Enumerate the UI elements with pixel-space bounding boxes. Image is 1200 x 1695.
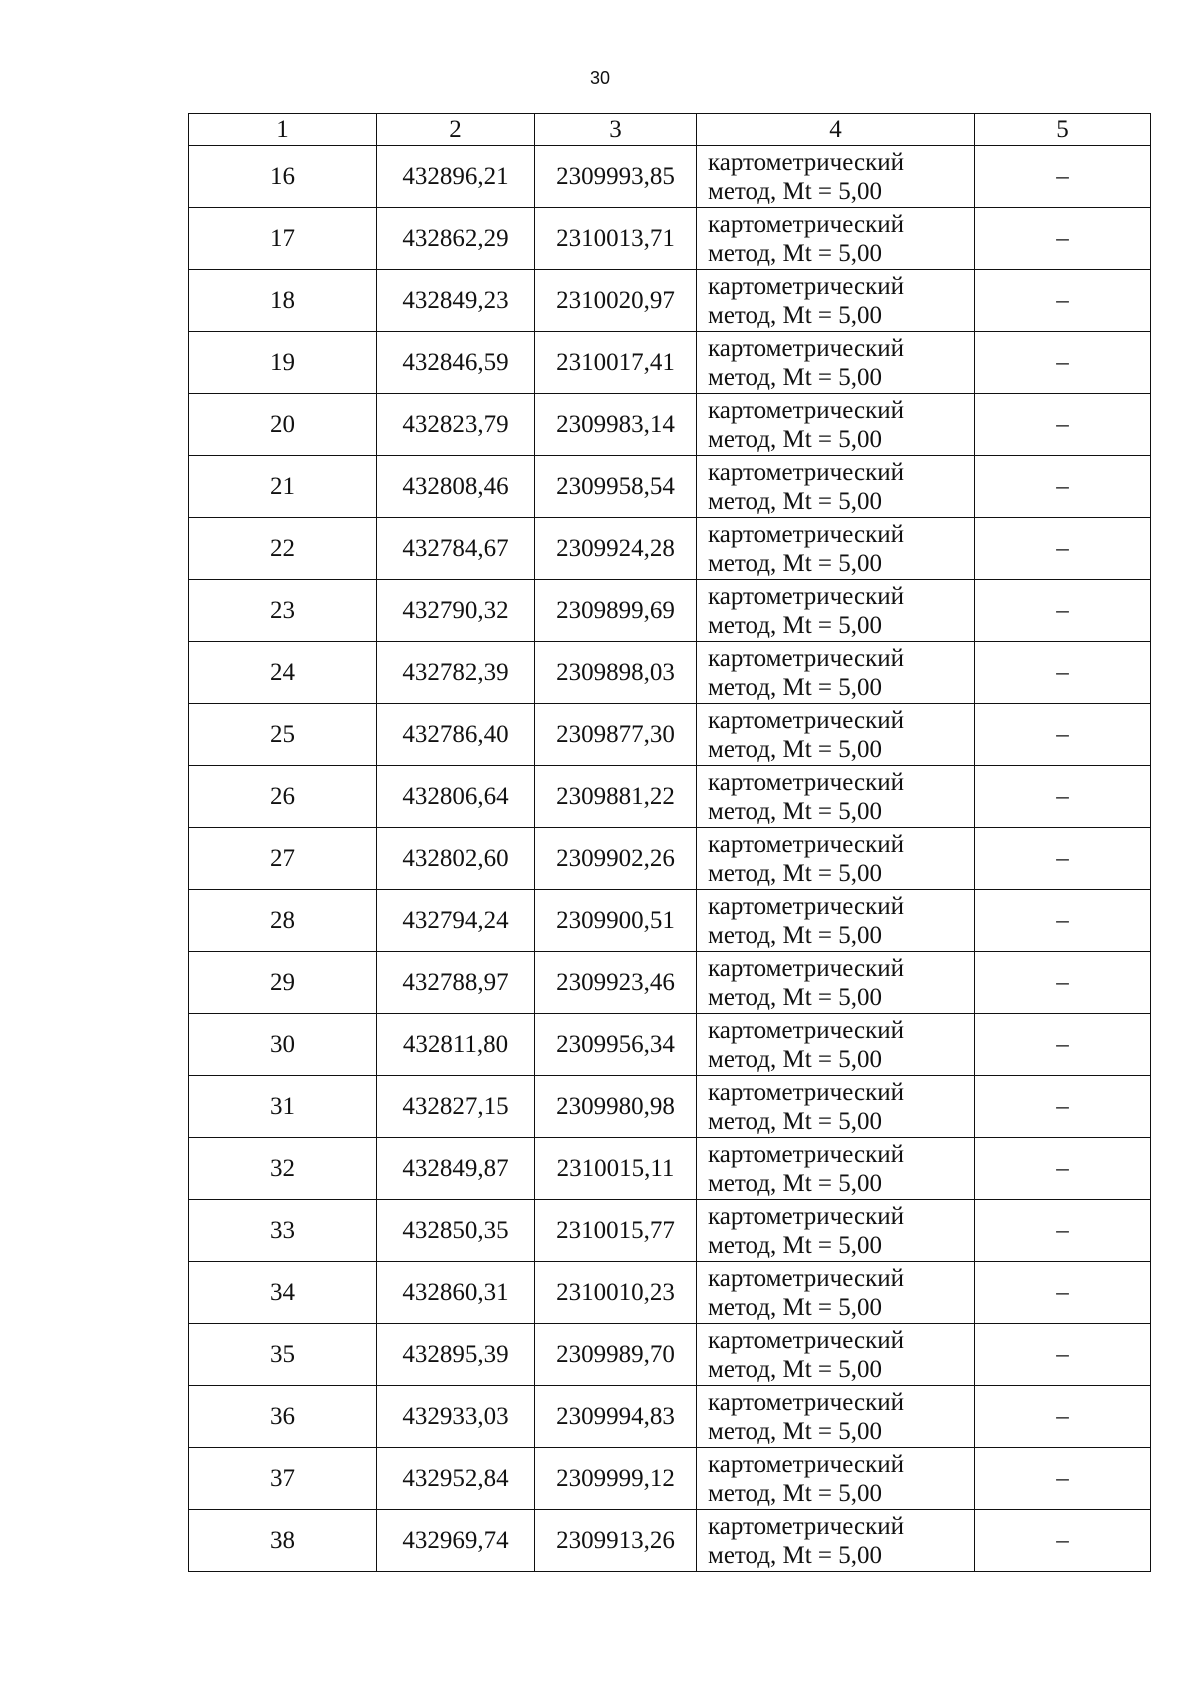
method-line-1: картометрический	[708, 830, 904, 858]
y-coordinate-cell: 2309980,98	[535, 1076, 697, 1138]
point-number-cell: 24	[189, 642, 377, 704]
method-cell	[697, 270, 975, 332]
method-line-1: картометрический	[708, 458, 904, 486]
table-row	[189, 1324, 1151, 1386]
point-number-cell: 27	[189, 828, 377, 890]
note-cell: –	[975, 518, 1151, 580]
note-cell: –	[975, 1262, 1151, 1324]
method-line-2: метод, Mt = 5,00	[708, 1479, 883, 1507]
x-coordinate-cell: 432811,80	[377, 1014, 535, 1076]
method-line-2: метод, Mt = 5,00	[708, 983, 883, 1011]
method-cell	[697, 146, 975, 208]
method-cell	[697, 518, 975, 580]
x-coordinate-cell: 432806,64	[377, 766, 535, 828]
page-number: 30	[589, 68, 611, 88]
table-row	[189, 642, 1151, 704]
method-line-1: картометрический	[708, 1078, 904, 1106]
table-row	[189, 1076, 1151, 1138]
y-coordinate-cell: 2310020,97	[535, 270, 697, 332]
table-row	[189, 208, 1151, 270]
note-cell: –	[975, 828, 1151, 890]
note-cell: –	[975, 332, 1151, 394]
method-line-1: картометрический	[708, 1140, 904, 1168]
method-cell	[697, 1448, 975, 1510]
table-row	[189, 704, 1151, 766]
table-row	[189, 1262, 1151, 1324]
note-cell: –	[975, 580, 1151, 642]
table-row	[189, 1014, 1151, 1076]
method-line-1: картометрический	[708, 1016, 904, 1044]
method-line-2: метод, Mt = 5,00	[708, 301, 883, 329]
y-coordinate-cell: 2310015,77	[535, 1200, 697, 1262]
x-coordinate-cell: 432849,23	[377, 270, 535, 332]
note-cell: –	[975, 1448, 1151, 1510]
x-coordinate-cell: 432862,29	[377, 208, 535, 270]
note-cell: –	[975, 1076, 1151, 1138]
method-line-2: метод, Mt = 5,00	[708, 363, 883, 391]
y-coordinate-cell: 2310010,23	[535, 1262, 697, 1324]
method-line-1: картометрический	[708, 644, 904, 672]
method-line-1: картометрический	[708, 892, 904, 920]
table-header-row	[189, 114, 1151, 146]
x-coordinate-cell: 432969,74	[377, 1510, 535, 1572]
table-row	[189, 890, 1151, 952]
header-col-2: 2	[377, 114, 535, 146]
note-cell: –	[975, 766, 1151, 828]
note-cell: –	[975, 1014, 1151, 1076]
method-cell	[697, 1386, 975, 1448]
method-line-2: метод, Mt = 5,00	[708, 239, 883, 267]
note-cell: –	[975, 704, 1151, 766]
point-number-cell: 22	[189, 518, 377, 580]
y-coordinate-cell: 2309956,34	[535, 1014, 697, 1076]
y-coordinate-cell: 2309899,69	[535, 580, 697, 642]
table-row	[189, 394, 1151, 456]
method-line-1: картометрический	[708, 1512, 904, 1540]
point-number-cell: 17	[189, 208, 377, 270]
x-coordinate-cell: 432782,39	[377, 642, 535, 704]
x-coordinate-cell: 432952,84	[377, 1448, 535, 1510]
method-line-2: метод, Mt = 5,00	[708, 921, 883, 949]
method-cell	[697, 394, 975, 456]
method-line-2: метод, Mt = 5,00	[708, 673, 883, 701]
method-line-2: метод, Mt = 5,00	[708, 611, 883, 639]
y-coordinate-cell: 2310017,41	[535, 332, 697, 394]
x-coordinate-cell: 432850,35	[377, 1200, 535, 1262]
note-cell: –	[975, 952, 1151, 1014]
y-coordinate-cell: 2309902,26	[535, 828, 697, 890]
point-number-cell: 20	[189, 394, 377, 456]
method-cell	[697, 1076, 975, 1138]
method-line-2: метод, Mt = 5,00	[708, 735, 883, 763]
table-row	[189, 518, 1151, 580]
x-coordinate-cell: 432784,67	[377, 518, 535, 580]
method-line-2: метод, Mt = 5,00	[708, 1231, 883, 1259]
method-line-1: картометрический	[708, 520, 904, 548]
header-col-1: 1	[189, 114, 377, 146]
method-line-2: метод, Mt = 5,00	[708, 797, 883, 825]
method-line-1: картометрический	[708, 1326, 904, 1354]
method-line-1: картометрический	[708, 334, 904, 362]
x-coordinate-cell: 432808,46	[377, 456, 535, 518]
header-col-5: 5	[975, 114, 1151, 146]
table-row	[189, 828, 1151, 890]
point-number-cell: 31	[189, 1076, 377, 1138]
method-line-1: картометрический	[708, 768, 904, 796]
method-line-1: картометрический	[708, 582, 904, 610]
y-coordinate-cell: 2309877,30	[535, 704, 697, 766]
method-cell	[697, 1014, 975, 1076]
table-row	[189, 270, 1151, 332]
point-number-cell: 25	[189, 704, 377, 766]
method-line-1: картометрический	[708, 210, 904, 238]
point-number-cell: 28	[189, 890, 377, 952]
table-row	[189, 1200, 1151, 1262]
y-coordinate-cell: 2309923,46	[535, 952, 697, 1014]
y-coordinate-cell: 2309958,54	[535, 456, 697, 518]
y-coordinate-cell: 2310013,71	[535, 208, 697, 270]
x-coordinate-cell: 432896,21	[377, 146, 535, 208]
method-cell	[697, 890, 975, 952]
x-coordinate-cell: 432802,60	[377, 828, 535, 890]
method-cell	[697, 704, 975, 766]
table-row	[189, 1386, 1151, 1448]
note-cell: –	[975, 1510, 1151, 1572]
note-cell: –	[975, 146, 1151, 208]
method-cell	[697, 766, 975, 828]
method-line-2: метод, Mt = 5,00	[708, 425, 883, 453]
method-line-2: метод, Mt = 5,00	[708, 487, 883, 515]
y-coordinate-cell: 2310015,11	[535, 1138, 697, 1200]
method-cell	[697, 456, 975, 518]
table-row	[189, 456, 1151, 518]
method-line-2: метод, Mt = 5,00	[708, 1045, 883, 1073]
table-body	[189, 146, 1151, 1572]
note-cell: –	[975, 1324, 1151, 1386]
table-row	[189, 1510, 1151, 1572]
x-coordinate-cell: 432790,32	[377, 580, 535, 642]
method-line-2: метод, Mt = 5,00	[708, 859, 883, 887]
method-cell	[697, 828, 975, 890]
method-line-1: картометрический	[708, 1264, 904, 1292]
point-number-cell: 23	[189, 580, 377, 642]
method-line-1: картометрический	[708, 396, 904, 424]
method-line-2: метод, Mt = 5,00	[708, 1417, 883, 1445]
method-line-2: метод, Mt = 5,00	[708, 177, 883, 205]
method-line-2: метод, Mt = 5,00	[708, 1169, 883, 1197]
x-coordinate-cell: 432895,39	[377, 1324, 535, 1386]
method-line-2: метод, Mt = 5,00	[708, 1541, 883, 1569]
method-line-1: картометрический	[708, 954, 904, 982]
point-number-cell: 32	[189, 1138, 377, 1200]
point-number-cell: 33	[189, 1200, 377, 1262]
method-line-1: картометрический	[708, 272, 904, 300]
y-coordinate-cell: 2309881,22	[535, 766, 697, 828]
x-coordinate-cell: 432933,03	[377, 1386, 535, 1448]
point-number-cell: 18	[189, 270, 377, 332]
x-coordinate-cell: 432794,24	[377, 890, 535, 952]
point-number-cell: 16	[189, 146, 377, 208]
table-row	[189, 1138, 1151, 1200]
method-cell	[697, 332, 975, 394]
point-number-cell: 34	[189, 1262, 377, 1324]
point-number-cell: 29	[189, 952, 377, 1014]
method-cell	[697, 1138, 975, 1200]
note-cell: –	[975, 270, 1151, 332]
y-coordinate-cell: 2309898,03	[535, 642, 697, 704]
y-coordinate-cell: 2309993,85	[535, 146, 697, 208]
table-row	[189, 146, 1151, 208]
point-number-cell: 35	[189, 1324, 377, 1386]
y-coordinate-cell: 2309989,70	[535, 1324, 697, 1386]
note-cell: –	[975, 208, 1151, 270]
note-cell: –	[975, 456, 1151, 518]
note-cell: –	[975, 642, 1151, 704]
method-cell	[697, 1324, 975, 1386]
method-cell	[697, 1262, 975, 1324]
note-cell: –	[975, 1386, 1151, 1448]
table-row	[189, 580, 1151, 642]
note-cell: –	[975, 1200, 1151, 1262]
method-line-1: картометрический	[708, 148, 904, 176]
point-number-cell: 26	[189, 766, 377, 828]
note-cell: –	[975, 890, 1151, 952]
x-coordinate-cell: 432846,59	[377, 332, 535, 394]
x-coordinate-cell: 432827,15	[377, 1076, 535, 1138]
table-row	[189, 1448, 1151, 1510]
method-line-1: картометрический	[708, 1450, 904, 1478]
point-number-cell: 30	[189, 1014, 377, 1076]
method-line-1: картометрический	[708, 1202, 904, 1230]
y-coordinate-cell: 2309924,28	[535, 518, 697, 580]
y-coordinate-cell: 2309994,83	[535, 1386, 697, 1448]
y-coordinate-cell: 2309983,14	[535, 394, 697, 456]
method-cell	[697, 952, 975, 1014]
table-row	[189, 766, 1151, 828]
x-coordinate-cell: 432786,40	[377, 704, 535, 766]
point-number-cell: 19	[189, 332, 377, 394]
method-line-2: метод, Mt = 5,00	[708, 549, 883, 577]
coordinates-table	[188, 113, 1151, 1572]
header-col-3: 3	[535, 114, 697, 146]
x-coordinate-cell: 432849,87	[377, 1138, 535, 1200]
header-col-4: 4	[697, 114, 975, 146]
method-cell	[697, 580, 975, 642]
y-coordinate-cell: 2309999,12	[535, 1448, 697, 1510]
x-coordinate-cell: 432860,31	[377, 1262, 535, 1324]
note-cell: –	[975, 394, 1151, 456]
x-coordinate-cell: 432788,97	[377, 952, 535, 1014]
method-line-1: картометрический	[708, 706, 904, 734]
point-number-cell: 21	[189, 456, 377, 518]
y-coordinate-cell: 2309900,51	[535, 890, 697, 952]
method-cell	[697, 642, 975, 704]
table-row	[189, 952, 1151, 1014]
note-cell: –	[975, 1138, 1151, 1200]
method-line-2: метод, Mt = 5,00	[708, 1293, 883, 1321]
point-number-cell: 38	[189, 1510, 377, 1572]
x-coordinate-cell: 432823,79	[377, 394, 535, 456]
table-row	[189, 332, 1151, 394]
method-line-2: метод, Mt = 5,00	[708, 1355, 883, 1383]
method-cell	[697, 208, 975, 270]
y-coordinate-cell: 2309913,26	[535, 1510, 697, 1572]
method-line-2: метод, Mt = 5,00	[708, 1107, 883, 1135]
method-line-1: картометрический	[708, 1388, 904, 1416]
method-cell	[697, 1200, 975, 1262]
point-number-cell: 37	[189, 1448, 377, 1510]
method-cell	[697, 1510, 975, 1572]
point-number-cell: 36	[189, 1386, 377, 1448]
